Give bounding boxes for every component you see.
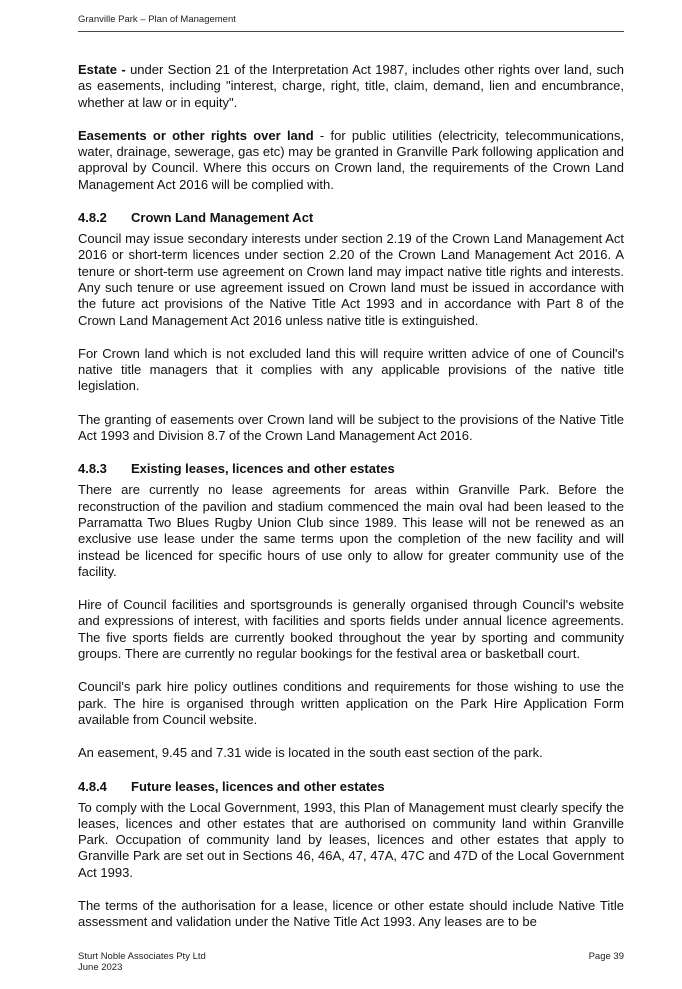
heading-4-8-4 xyxy=(78,779,624,794)
paragraph: An easement, 9.45 and 7.31 wide is located in the south east section of the park. xyxy=(78,745,543,761)
estate-term: Estate - xyxy=(78,62,126,77)
easements-text: - for public utilities (electricity, telecommunications, water, drainage, sewerage, gas etc) may be granted in Granville Park following application and approval by Council. Where this occurs on Crown land, the requirements of the Crown Land Management Act 2016 will be complied with. xyxy=(78,127,624,192)
easements-term: Easements or other rights over land xyxy=(78,127,314,143)
paragraph: Hire of Council facilities and sportsgrounds is generally organised through Council's website and expressions of interest, with facilities and sports fields under annual licence agreements. The five sports fields are currently booked throughout the year by sporting and community groups. There are currently no regular bookings for the festival area or basketball court. xyxy=(78,597,624,662)
paragraph: There are currently no lease agreements for areas within Granville Park. Before the reconstruction of the pavilion and stadium commenced the main oval had been leased to the Parramatta Two Blues Rugby Union Club since 1989. This lease will not be renewed as an exclusive use lease under the same terms upon the completion of the new facility and will instead be licenced for specific hours of use only to allow for greater community use of the facility. xyxy=(78,482,624,579)
heading-title: Future leases, licences and other estates xyxy=(131,778,385,794)
page-header xyxy=(78,14,624,32)
paragraph: The granting of easements over Crown land will be subject to the provisions of the Native Title Act 1993 and Division 8.7 of the Crown Land Management Act 2016. xyxy=(78,411,624,444)
heading-number: 4.8.4 xyxy=(78,778,107,794)
paragraph: The terms of the authorisation for a lease, licence or other estate should include Native Title assessment and validation under the Native Title Act 1993. Any leases are to be xyxy=(78,897,624,930)
heading-title: Existing leases, licences and other estates xyxy=(131,461,395,477)
footer-date: June 2023 xyxy=(78,962,123,973)
paragraph: Council may issue secondary interests under section 2.19 of the Crown Land Management Act 2016 or short-term licences under section 2.20 of the Crown Land Management Act 2016. A tenure or short-term use agreement on Crown land may impact native title rights and interests. Any such tenure or use agreement issued on Crown land must be issued in accordance with the future act provisions of the Native Title Act 1993 and in accordance with Part 8 of the Crown Land Management Act 2016 unless native title is extinguished. xyxy=(78,231,624,328)
heading-number: 4.8.3 xyxy=(78,461,107,477)
page-body xyxy=(78,62,624,948)
page-number: Page 39 xyxy=(588,951,624,962)
page-footer xyxy=(78,951,624,973)
paragraph: To comply with the Local Government, 1993, this Plan of Management must clearly specify the leases, licences and other estates that are authorised on community land within Granville Park. Occupation of community land by leases, licences and other estates that apply to Granville Park are set out in Sections 46, 46A, 47, 47A, 47C and 47D of the Local Government Act 1993. xyxy=(78,799,624,880)
paragraph: For Crown land which is not excluded land this will require written advice of one of Council's native title managers that it complies with any applicable provisions of the native title legislation. xyxy=(78,345,624,394)
heading-4-8-3 xyxy=(78,461,624,476)
paragraph: Council's park hire policy outlines conditions and requirements for those wishing to use the park. The hire is organised through written application on the Park Hire Application Form available from Council website. xyxy=(78,679,624,727)
estate-paragraph xyxy=(78,62,624,111)
heading-number: 4.8.2 xyxy=(78,210,107,226)
heading-4-8-2 xyxy=(78,210,624,225)
estate-text: under Section 21 of the Interpretation Act 1987, includes other rights over land, such as easements, including "interest, charge, right, title, claim, demand, lien and encumbrance, whether at law or in equity". xyxy=(78,62,624,110)
header-title: Granville Park – Plan of Management xyxy=(78,14,236,25)
easements-paragraph xyxy=(78,128,624,193)
footer-company: Sturt Noble Associates Pty Ltd xyxy=(78,951,206,962)
heading-title: Crown Land Management Act xyxy=(131,210,314,226)
